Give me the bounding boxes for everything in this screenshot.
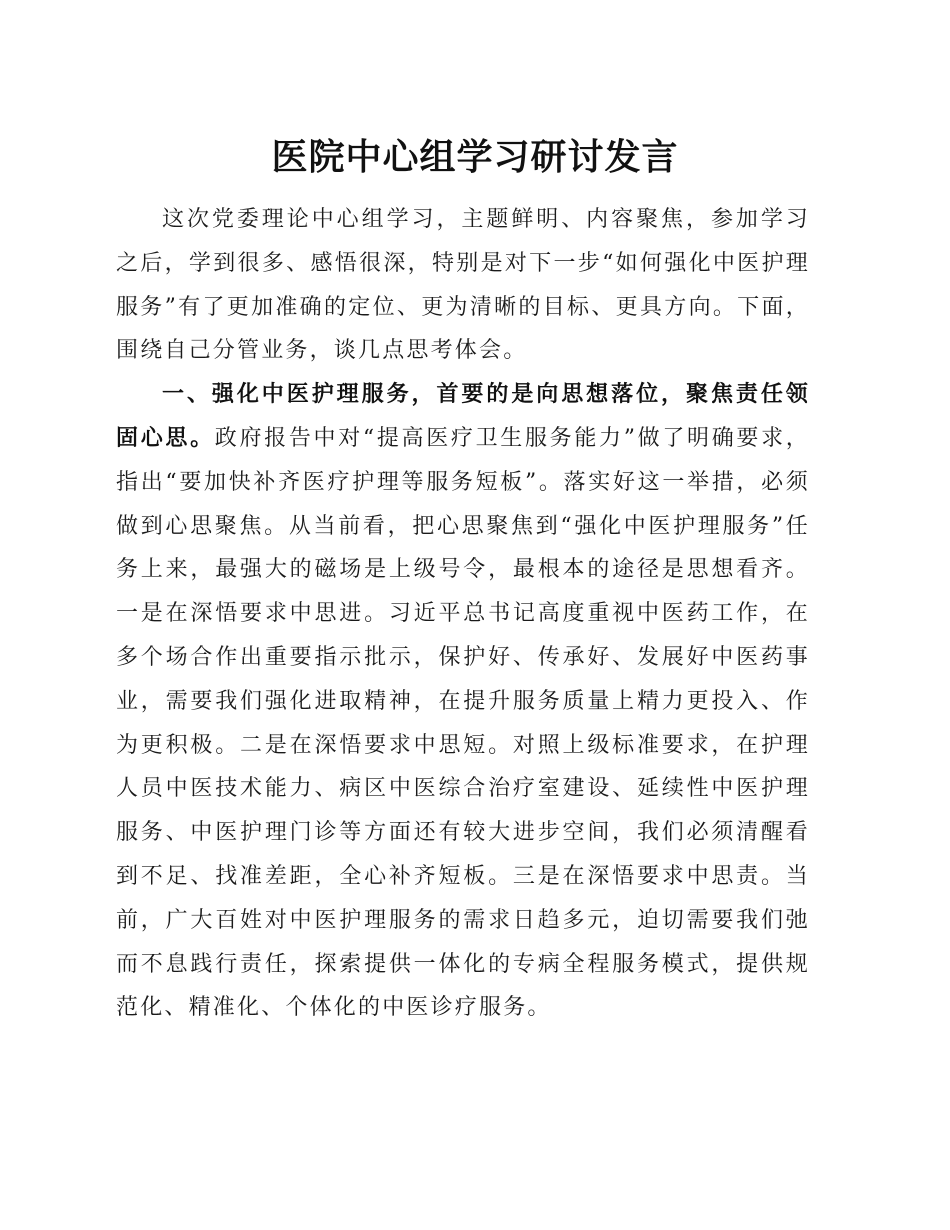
section-paragraph xyxy=(116,373,810,1030)
intro-paragraph: 这次党委理论中心组学习，主题鲜明、内容聚焦，参加学习之后，学到很多、感悟很深，特别是对下一步“如何强化中医护理服务”有了更加准确的定位、更为清晰的目标、更具方向。下面，围绕自己分管业务，谈几点思考体会。 xyxy=(116,207,810,364)
section-body: 政府报告中对“提高医疗卫生服务能力”做了明确要求，指出“要加快补齐医疗护理等服务短板”。落实好这一举措，必须做到心思聚焦。从当前看，把心思聚焦到“强化中医护理服务”任务上来，最强大的磁场是上级号令，最根本的途径是思想看齐。一是在深悟要求中思进。习近平总书记高度重视中医药工作，在多个场合作出重要指示批示，保护好、传承好、发展好中医药事业，需要我们强化进取精神，在提升服务质量上精力更投入、作为更积极。二是在深悟要求中思短。对照上级标准要求，在护理人员中医技术能力、病区中医综合治疗室建设、延续性中医护理服务、中医护理门诊等方面还有较大进步空间，我们必须清醒看到不足、找准差距，全心补齐短板。三是在深悟要求中思责。当前，广大百姓对中医护理服务的需求日趋多元，迫切需要我们弛而不息践行责任，探索提供一体化的专病全程服务模式，提供规范化、精准化、个体化的中医诊疗服务。 xyxy=(116,425,810,1021)
section-heading: 一、强化中医护理服务，首要的是向思想落位，聚焦责任领固心思。 xyxy=(116,382,810,451)
document-body xyxy=(116,198,810,1030)
document-title: 医院中心组学习研讨发言 xyxy=(271,136,679,178)
